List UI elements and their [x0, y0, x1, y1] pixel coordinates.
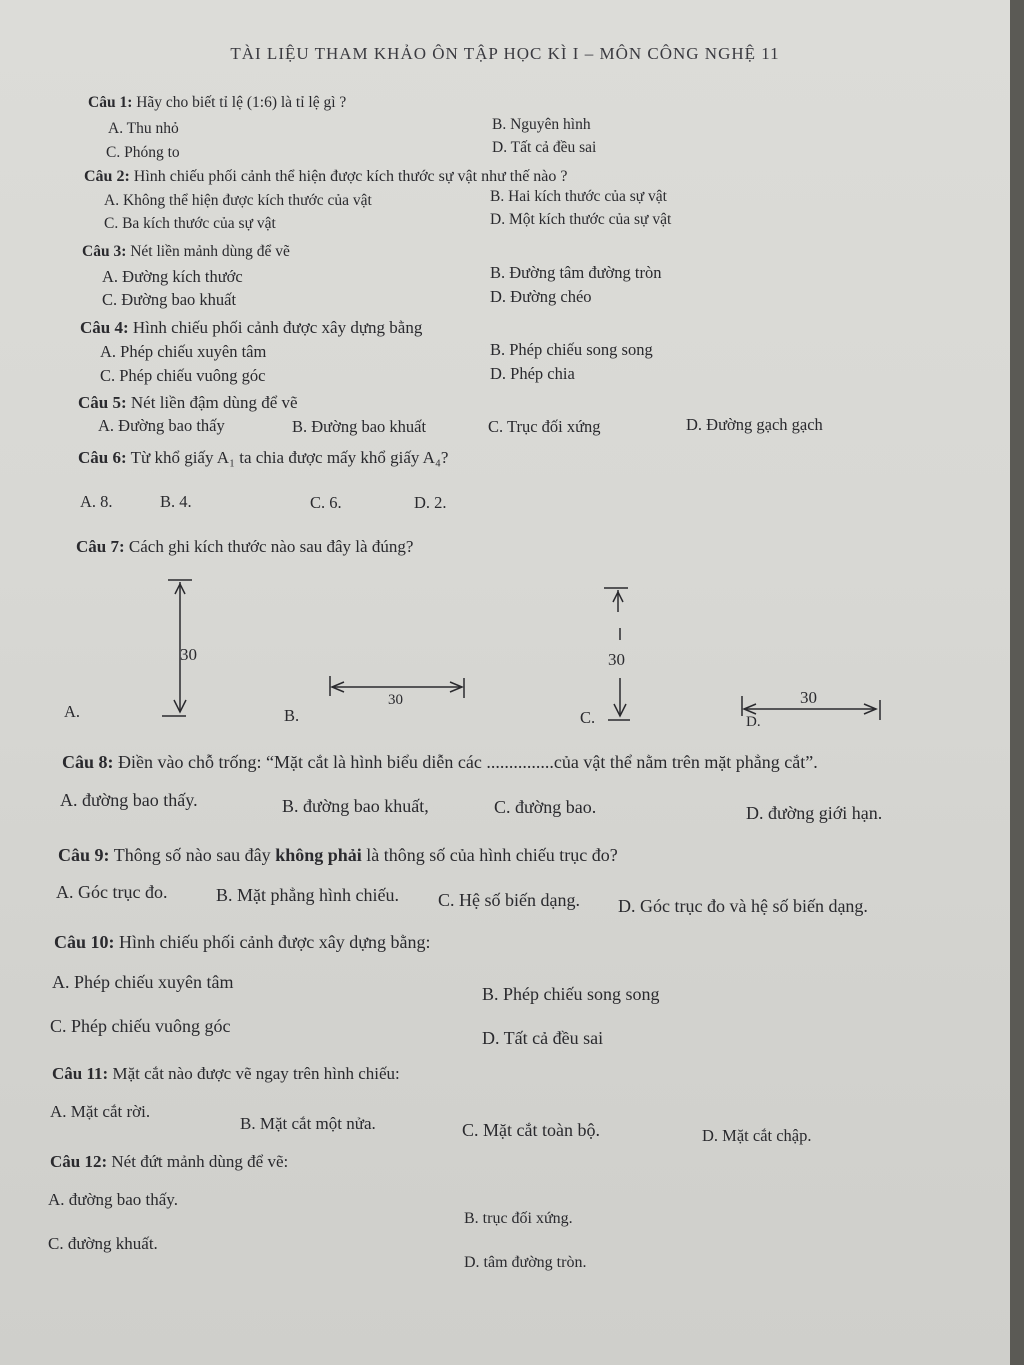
q11-option-c: C. Mặt cắt toàn bộ.: [462, 1120, 600, 1140]
q6-option-c: C. 6.: [310, 493, 342, 512]
question-11: Câu 11: Mặt cắt nào được vẽ ngay trên hình chiếu:: [52, 1064, 400, 1083]
q8-option-d: D. đường giới hạn.: [746, 803, 883, 823]
question-7: Câu 7: Cách ghi kích thước nào sau đây là đúng?: [76, 537, 414, 556]
question-4: Câu 4: Hình chiếu phối cảnh được xây dựng bằng: [80, 318, 423, 337]
q12-option-d: D. tâm đường tròn.: [464, 1254, 587, 1271]
q2-option-c: C. Ba kích thước của sự vật: [104, 215, 276, 232]
q4-option-a: A. Phép chiếu xuyên tâm: [100, 342, 267, 361]
q3-option-d: D. Đường chéo: [490, 287, 592, 306]
q5-option-d: D. Đường gạch gạch: [686, 415, 823, 434]
q2-option-d: D. Một kích thước của sự vật: [490, 211, 672, 228]
q10-option-a: A. Phép chiếu xuyên tâm: [52, 972, 234, 992]
q4-option-b: B. Phép chiếu song song: [490, 340, 653, 359]
q6-option-a: A. 8.: [80, 492, 113, 511]
q10-option-d: D. Tất cả đều sai: [482, 1028, 604, 1048]
question-1: Câu 1: Hãy cho biết tỉ lệ (1:6) là tỉ lệ gì ?: [88, 94, 347, 111]
figure-a-value: 30: [180, 645, 197, 664]
q10-option-c: C. Phép chiếu vuông góc: [50, 1016, 231, 1036]
q8-option-a: A. đường bao thấy.: [60, 790, 198, 810]
page-title: TÀI LIỆU THAM KHẢO ÔN TẬP HỌC KÌ I – MÔN CÔNG NGHỆ 11: [230, 44, 780, 63]
q1-option-a: A. Thu nhỏ: [108, 120, 179, 137]
question-8: Câu 8: Điền vào chỗ trống: “Mặt cắt là hình biểu diễn các ...............của vật thể nằm trên mặt phẳng cắt”.: [62, 752, 818, 772]
q9-option-a: A. Góc trục đo.: [56, 882, 168, 902]
figure-d-value: 30: [800, 688, 817, 707]
question-9: Câu 9: Thông số nào sau đây không phải là thông số của hình chiếu trục đo?: [58, 845, 618, 865]
q9-option-d: D. Góc trục đo và hệ số biến dạng.: [618, 896, 868, 916]
q5-option-a: A. Đường bao thấy: [98, 416, 225, 435]
q5-option-c: C. Trục đối xứng: [488, 417, 601, 436]
q2-option-a: A. Không thể hiện được kích thước của vật: [104, 192, 372, 209]
question-5: Câu 5: Nét liền đậm dùng để vẽ: [78, 393, 298, 412]
figure-b-value: 30: [388, 692, 403, 708]
q6-option-b: B. 4.: [160, 492, 192, 511]
question-12: Câu 12: Nét đứt mảnh dùng để vẽ:: [50, 1152, 289, 1171]
q7-option-b: B.: [284, 706, 300, 725]
question-10: Câu 10: Hình chiếu phối cảnh được xây dựng bằng:: [54, 932, 431, 952]
q12-option-a: A. đường bao thấy.: [48, 1190, 178, 1209]
q12-option-c: C. đường khuất.: [48, 1234, 158, 1253]
q3-option-c: C. Đường bao khuất: [102, 290, 237, 309]
q2-option-b: B. Hai kích thước của sự vật: [490, 188, 667, 205]
q8-option-b: B. đường bao khuất,: [282, 796, 429, 816]
q7-option-d: D.: [746, 714, 761, 730]
figure-c-value: 30: [608, 650, 625, 669]
q9-option-b: B. Mặt phẳng hình chiếu.: [216, 885, 399, 905]
q9-option-c: C. Hệ số biến dạng.: [438, 890, 580, 910]
q7-option-c: C.: [580, 708, 596, 727]
q1-option-d: D. Tất cả đều sai: [492, 139, 597, 156]
q11-option-d: D. Mặt cắt chập.: [702, 1126, 812, 1145]
q7-option-a: A.: [64, 702, 81, 721]
q5-option-b: B. Đường bao khuất: [292, 417, 427, 436]
q3-option-a: A. Đường kích thước: [102, 267, 243, 286]
question-6: Câu 6: Từ khổ giấy A₁ ta chia được mấy khổ giấy A₄?: [78, 448, 449, 467]
q12-option-b: B. trục đối xứng.: [464, 1210, 573, 1227]
q1-option-c: C. Phóng to: [106, 144, 180, 161]
q10-option-b: B. Phép chiếu song song: [482, 984, 660, 1004]
q1-option-b: B. Nguyên hình: [492, 116, 591, 133]
question-2: Câu 2: Hình chiếu phối cảnh thể hiện được kích thước sự vật như thế nào ?: [84, 168, 568, 185]
question-3: Câu 3: Nét liền mảnh dùng để vẽ: [82, 243, 290, 260]
q3-option-b: B. Đường tâm đường tròn: [490, 263, 662, 282]
q8-option-c: C. đường bao.: [494, 797, 597, 817]
q6-option-d: D. 2.: [414, 493, 447, 512]
q4-option-c: C. Phép chiếu vuông góc: [100, 366, 266, 385]
q4-option-d: D. Phép chia: [490, 364, 575, 383]
q11-option-b: B. Mặt cắt một nửa.: [240, 1114, 376, 1133]
q11-option-a: A. Mặt cắt rời.: [50, 1102, 151, 1121]
